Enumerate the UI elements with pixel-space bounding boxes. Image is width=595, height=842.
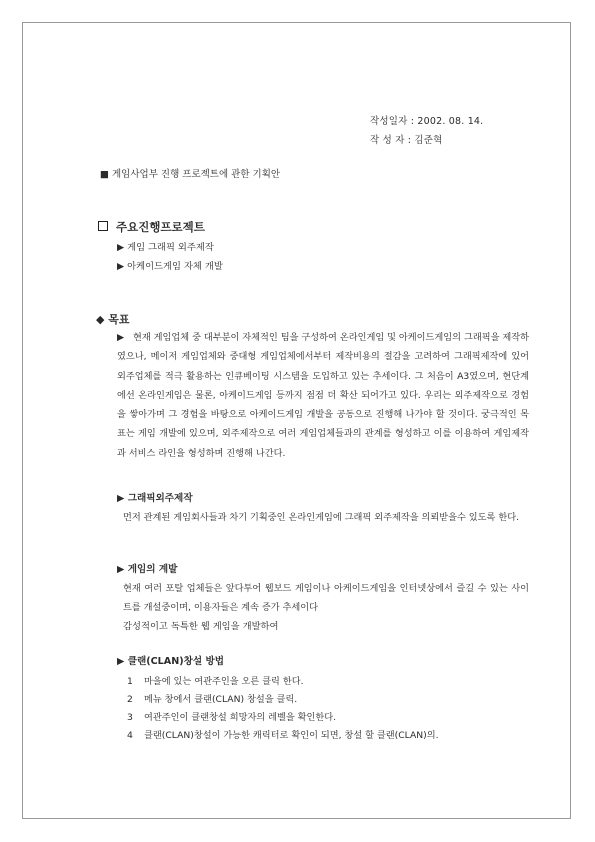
step-text: 메뉴 창에서 클랜(CLAN) 창설을 클릭. [144,694,298,705]
checkbox-square-icon [98,221,108,231]
step-number: 1 [127,676,133,687]
graphic-outsourcing-text: 먼저 관계된 게임회사들과 차기 기획중인 온라인게임에 그래픽 외주제작을 의뢰받을수 있도록 한다. [123,512,520,523]
clan-step [127,691,297,705]
goal-heading: ◆ 목표 [96,313,130,326]
clan-step [127,709,336,723]
clan-step [127,673,304,687]
projects-heading-label: 주요진행프로젝트 [116,220,205,234]
step-number: 4 [127,730,133,741]
step-number: 2 [127,694,133,705]
game-dev-text: 현재 여러 포탈 업체들은 앞다투어 웹보드 게임이나 아케이드게임을 인터넷상에서 즐길 수 있는 사이트를 개설중이며, 이용자들은 계속 증가 추세이다 [123,583,529,614]
project-item: ▶ 게임 그래픽 외주제작 [117,242,214,253]
goal-paragraph: 현재 게임업체 중 대부분이 자체적인 팀을 구성하여 온라인게임 및 아케이드게임의 그래픽을 제작하였으나, 메이저 게임업체와 중대형 게임업체에서부터 제작비용의 절감을 고려하여 그래픽제작에 있어 외주업체를 적극 활용하는 인큐베이팅 시스템을 도입하고 있는 추세이다. 그 처음이 A3였으며, 현단계에선 온라인게임은 물론, 아케이드게임 등까지 점점 더 확산 되어가고 있다. 우리는 외주제작으로 경험을 쌓아가며 그 경험을 바탕으로 아케이드게임 개발을 공동으로 진행해 나가야 할 것이다. 궁극적인 목표는 게임 개발에 있으며, 외주제작으로 여러 게임업체들과의 관계를 형성하고 이를 이용하여 게임제작과 서비스 라인을 형성하며 진행해 나간다. [117,332,530,459]
document-title: ■ 게임사업부 진행 프로젝트에 관한 기획안 [100,169,281,180]
step-text: 클랜(CLAN)창설이 가능한 캐릭터로 확인이 되면, 창설 할 클랜(CLAN)의. [144,730,439,741]
project-item: ▶ 아케이드게임 자체 개발 [117,261,223,272]
clan-heading: ▶ 클랜(CLAN)창설 방법 [117,656,225,667]
step-text: 마을에 있는 여관주인을 오른 클릭 한다. [144,676,304,687]
date-line: 작성일자 : 2002. 08. 14. [370,116,484,127]
projects-heading [98,221,205,233]
goal-bullet-icon: ▶ [117,332,125,343]
graphic-outsourcing-heading: ▶ 그래픽외주제작 [117,493,193,504]
author-line: 작 성 자 : 김준혁 [370,135,443,146]
step-text: 여관주인이 클랜창설 희망자의 레벨을 확인한다. [144,712,337,723]
game-dev-text-2: 감성적이고 독특한 웹 게임을 개발하여 [123,621,279,632]
step-number: 3 [127,712,133,723]
game-dev-heading: ▶ 게임의 계발 [117,564,178,575]
clan-step [127,727,439,741]
